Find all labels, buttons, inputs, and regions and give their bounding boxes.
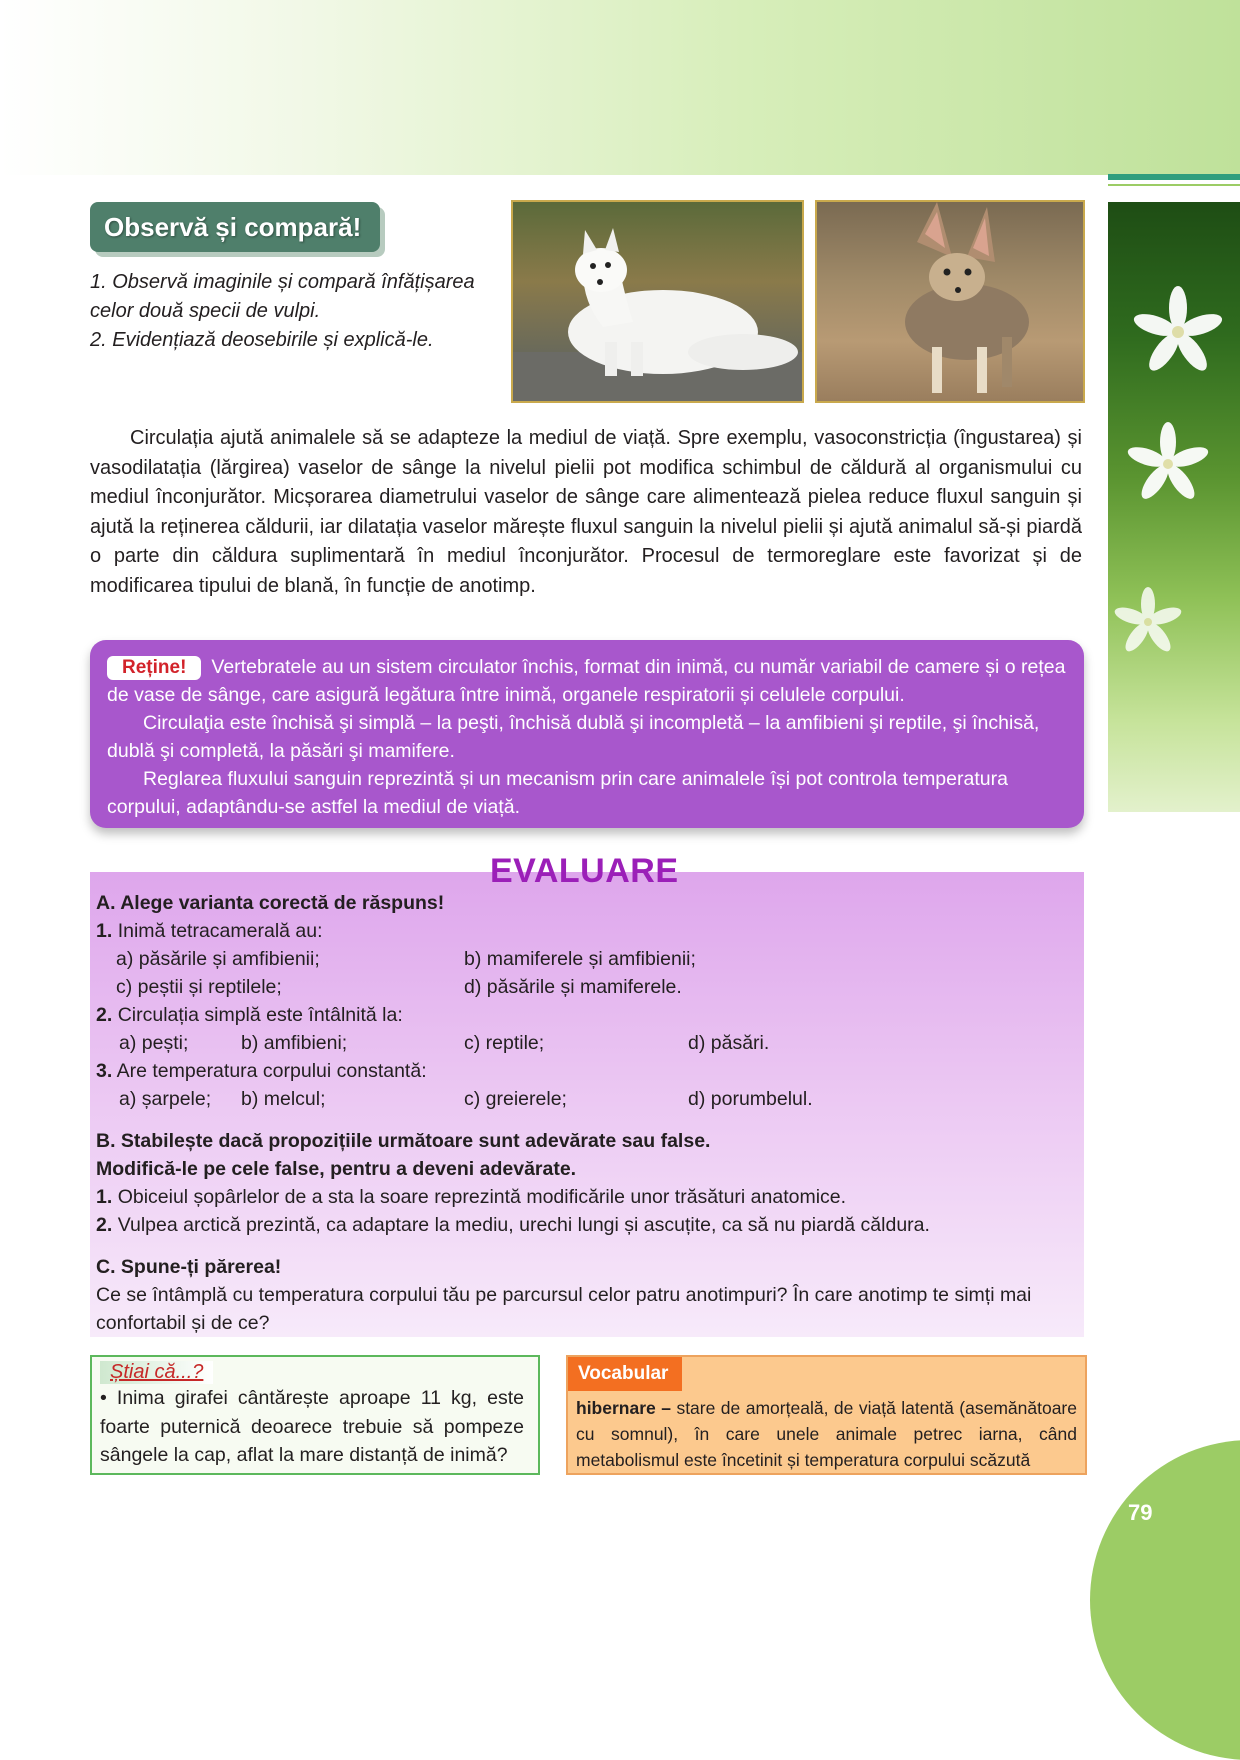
q1-option-b: b) mamiferele și amfibienii; [464,948,696,970]
statement-1-text: Obiceiul șopârlelor de a sta la soare reprezintă modificările unor trăsături anatomice. [117,1186,847,1208]
question-2-text: Circulația simplă este întâlnită la: [117,1004,403,1026]
statement-2-number: 2. [96,1214,113,1236]
question-3-text: Are temperatura corpului constantă: [116,1060,427,1082]
section-c-question-line-2: confortabil și de ce? [96,1312,270,1334]
retine-paragraph-3: Reglarea fluxului sanguin reprezintă și un mecanism prin care animalele își pot controla temperatura corpului, adaptându-se astfel la mediul de viață. [107,768,1008,818]
circulation-paragraph [90,424,1082,601]
vocabulary-title: Vocabular [568,1357,682,1391]
page-number: 79 [1128,1500,1153,1525]
question-3 [96,1060,427,1083]
header-rule [1108,174,1240,180]
vocabulary-term: hibernare – [576,1398,671,1418]
q1-option-c: c) peștii și reptilele; [116,976,282,998]
header-gradient-band [0,0,1240,175]
retine-paragraph-2: Circulaţia este închisă şi simplă – la peşti, închisă dublă şi incompletă – la amfibieni şi reptile, şi închisă, dublă şi completă, la păsări şi mamifere. [107,712,1040,762]
section-a-heading: A. Alege varianta corectă de răspuns! [96,892,445,914]
arctic-fox-photo [511,200,804,403]
jasmine-flowers-photo [1108,202,1240,812]
observe-item-1: 1. Observă imaginile și compară înfățișarea [90,271,475,293]
section-b-subheading: Modifică-le pe cele false, pentru a deveni adevărate. [96,1158,577,1180]
statement-1-number: 1. [96,1186,113,1208]
statement-2 [96,1214,930,1237]
q3-option-c: c) greierele; [464,1088,567,1110]
observe-compare-title: Observă și compară! [90,202,380,252]
did-you-know-title: Știai că...? [100,1361,213,1384]
did-you-know-box [90,1355,540,1475]
vocabulary-entry [568,1391,1085,1473]
question-1-text: Inimă tetracamerală au: [117,920,323,942]
question-1 [96,920,323,943]
did-you-know-text: • Inima girafei cântărește aproape 11 kg, este foarte puternică deoarece trebuie să pompeze sângele la cap, aflat la mare distanță de inimă? [100,1387,524,1466]
q2-option-d: d) păsări. [688,1032,770,1054]
statement-1 [96,1186,846,1209]
vocabulary-definition: stare de amorțeală, de viață latentă (asemănătoare cu somnul), în care unele animale petrec iarna, când metabolismul este încetinit și temperatura corpului scăzută [576,1398,1077,1470]
q1-option-a: a) păsările și amfibienii; [116,948,320,970]
paragraph-text: Circulația ajută animalele să se adapteze la mediul de viață. Spre exemplu, vasoconstricția (îngustarea) și vasodilatația (lărgirea) vaselor de sânge la nivelul pielii pot modifica schimbul de căldură al organismului cu mediul înconjurător. Micșorarea diametrului vaselor de sânge care alimentează pielea reduce fluxul sanguin și ajută la reținerea căldurii, iar dilatația vaselor mărește fluxul sanguin la nivelul pielii și ajută animalul să-și piardă o parte din căldura suplimentară în mediul înconjurător. Procesul de termoreglare este favorizat și de modificarea tipului de blană, în funcție de anotimp. [90,427,1082,597]
fennec-fox-photo [815,200,1085,403]
section-b-heading: B. Stabilește dacă propozițiile următoare sunt adevărate sau false. [96,1130,711,1152]
retine-paragraph-1: Vertebratele au un sistem circulator închis, format din inimă, cu număr variabil de camere și o rețea de vase de sânge, care asigură legătura între inimă, organele respiratorii și celulele corpului. [107,656,1066,706]
evaluation-title: EVALUARE [490,852,679,890]
observe-item-2: 2. Evidențiază deosebirile și explică-le. [90,329,434,351]
q2-option-b: b) amfibieni; [241,1032,348,1054]
section-c-heading: C. Spune-ți părerea! [96,1256,282,1278]
q3-option-d: d) porumbelul. [688,1088,813,1110]
question-1-number: 1. [96,920,113,942]
page-corner-decoration [1090,1440,1240,1760]
q3-option-b: b) melcul; [241,1088,326,1110]
q1-option-d: d) păsările și mamiferele. [464,976,682,998]
q2-option-a: a) pești; [119,1032,189,1054]
retine-summary-box [90,640,1084,828]
header-rule-thin [1108,184,1240,186]
q2-option-c: c) reptile; [464,1032,545,1054]
statement-2-text: Vulpea arctică prezintă, ca adaptare la mediu, urechi lungi și ascuțite, ca să nu piardă căldura. [117,1214,930,1236]
question-2 [96,1004,403,1027]
observe-instructions [90,268,510,355]
question-3-number: 3. [96,1060,113,1082]
section-c-question-line-1: Ce se întâmplă cu temperatura corpului tău pe parcursul celor patru anotimpuri? În care anotimp te simți mai [96,1284,1032,1306]
vocabulary-box [566,1355,1087,1475]
retine-badge: Reține! [107,656,201,680]
question-2-number: 2. [96,1004,113,1026]
q3-option-a: a) șarpele; [119,1088,212,1110]
observe-item-1-cont: celor două specii de vulpi. [90,300,321,322]
